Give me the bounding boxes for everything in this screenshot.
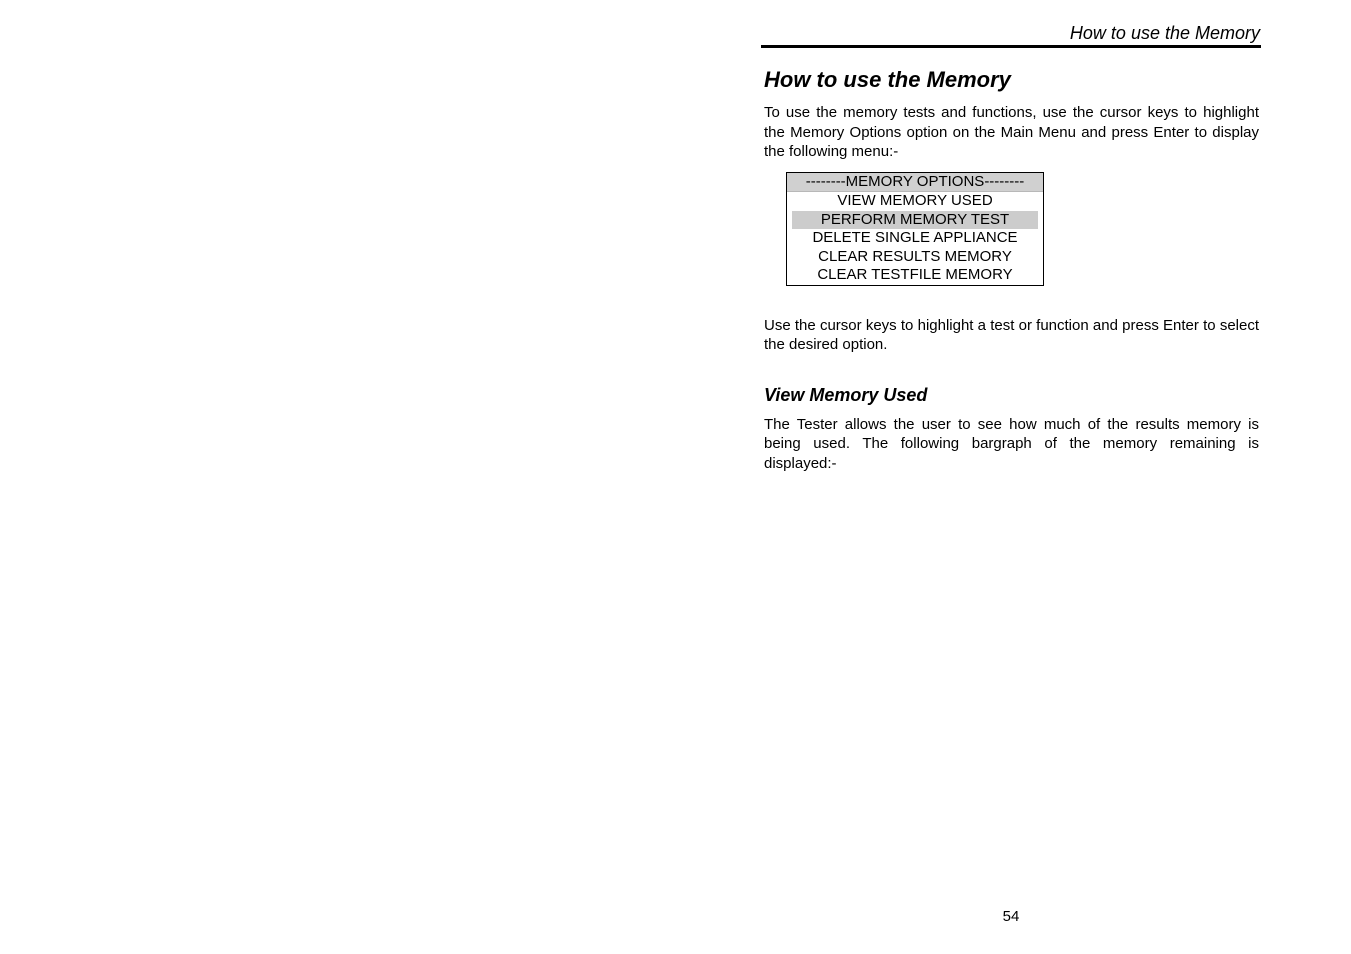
menu-item-view-memory-used: VIEW MEMORY USED [837, 192, 993, 209]
memory-options-menu [786, 172, 1044, 286]
spacer [764, 355, 1259, 383]
header-rule [761, 45, 1261, 48]
section-title: How to use the Memory [764, 67, 1011, 92]
intro-paragraph: To use the memory tests and functions, use the cursor keys to highlight the Memory Options option on the Main Menu and press Enter to display the following menu:- [764, 104, 1259, 160]
page-content [764, 66, 1259, 473]
spacer [764, 286, 1259, 316]
menu-item-clear-testfile-memory: CLEAR TESTFILE MEMORY [817, 266, 1013, 283]
subsection-title: View Memory Used [764, 384, 928, 405]
running-header: How to use the Memory [1069, 23, 1260, 43]
menu-item-delete-single-appliance: DELETE SINGLE APPLIANCE [812, 229, 1018, 246]
page-number: 54 [1002, 908, 1020, 925]
menu-title: --------MEMORY OPTIONS-------- [787, 173, 1043, 193]
instructions-paragraph: Use the cursor keys to highlight a test or function and press Enter to select the desired option. [764, 316, 1259, 353]
menu-item-clear-results-memory: CLEAR RESULTS MEMORY [818, 247, 1012, 265]
menu-item-perform-memory-test: PERFORM MEMORY TEST [792, 211, 1038, 230]
subsection-paragraph: The Tester allows the user to see how much of the results memory is being used. The following bargraph of the memory remaining is displayed:- [764, 415, 1259, 472]
